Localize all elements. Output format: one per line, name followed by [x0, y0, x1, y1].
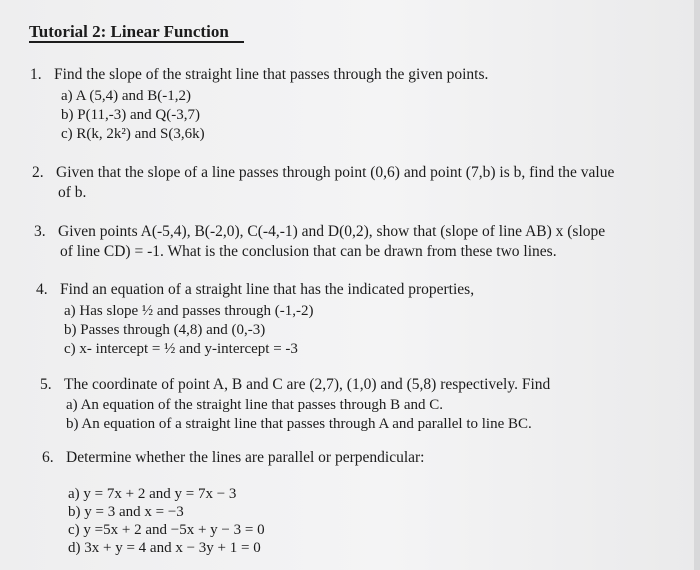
question-1 — [30, 65, 488, 85]
question-2-line-2: of b. — [58, 184, 87, 201]
question-line-1: Given points A(-5,4), B(-2,0), C(-4,-1) and D(0,2), show that (slope of line AB) x (slope — [58, 223, 606, 240]
question-text: Determine whether the lines are parallel or perpendicular: — [66, 449, 425, 466]
question-4-part-c: c) x- intercept = ½ and y-intercept = -3 — [64, 341, 298, 357]
question-text: Find the slope of the straight line that passes through the given points. — [54, 66, 489, 83]
question-line-1: Given that the slope of a line passes through point (0,6) and point (7,b) is b, find the value — [56, 164, 615, 181]
question-1-part-c: c) R(k, 2k²) and S(3,6k) — [61, 126, 205, 142]
question-4-part-b: b) Passes through (4,8) and (0,-3) — [64, 322, 266, 338]
question-4-part-a: a) Has slope ½ and passes through (-1,-2) — [64, 303, 314, 319]
question-5 — [40, 375, 550, 395]
question-6-part-a: a) y = 7x + 2 and y = 7x − 3 — [68, 486, 237, 502]
question-text: Find an equation of a straight line that has the indicated properties, — [60, 281, 475, 298]
question-2 — [32, 163, 614, 183]
question-3-line-2: of line CD) = -1. What is the conclusion that can be drawn from these two lines. — [60, 243, 557, 260]
question-number: 5. — [40, 376, 52, 393]
question-number: 1. — [30, 66, 42, 83]
question-6 — [42, 448, 424, 468]
question-6-part-b: b) y = 3 and x = −3 — [68, 504, 184, 520]
title-underline — [29, 41, 244, 43]
question-1-part-b: b) P(11,-3) and Q(-3,7) — [61, 107, 200, 123]
question-number: 2. — [32, 164, 44, 181]
page-edge-shadow — [694, 0, 700, 570]
question-number: 6. — [42, 449, 54, 466]
question-number: 4. — [36, 281, 48, 298]
question-4 — [36, 280, 474, 300]
question-text: The coordinate of point A, B and C are (2,7), (1,0) and (5,8) respectively. Find — [64, 376, 551, 393]
question-3 — [34, 222, 605, 242]
question-5-part-a: a) An equation of the straight line that passes through B and C. — [66, 397, 444, 413]
question-6-part-c: c) y =5x + 2 and −5x + y − 3 = 0 — [68, 522, 265, 538]
question-5-part-b: b) An equation of a straight line that passes through A and parallel to line BC. — [66, 416, 532, 432]
page-title: Tutorial 2: Linear Function — [29, 22, 229, 41]
question-6-part-d: d) 3x + y = 4 and x − 3y + 1 = 0 — [68, 540, 261, 556]
question-number: 3. — [34, 223, 46, 240]
question-1-part-a: a) A (5,4) and B(-1,2) — [61, 88, 191, 104]
